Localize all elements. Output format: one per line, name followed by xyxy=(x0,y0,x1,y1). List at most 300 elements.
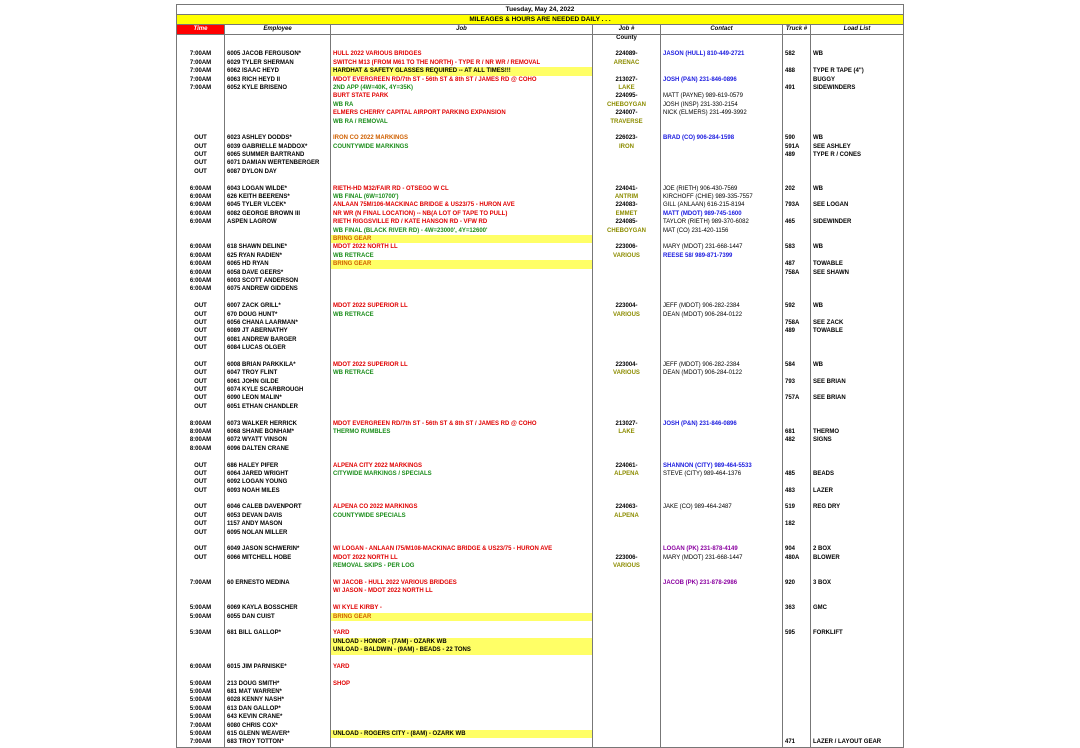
truck-cell xyxy=(782,193,810,201)
table-row xyxy=(176,696,904,704)
load-cell xyxy=(810,109,904,117)
truck-cell xyxy=(782,646,810,654)
table-row xyxy=(176,143,904,151)
jobno-cell: 224083- xyxy=(592,201,660,209)
job-cell: W/ JASON - MDOT 2022 NORTH LL xyxy=(330,587,592,595)
header-county: County xyxy=(592,35,660,42)
table-row xyxy=(176,613,904,621)
time-cell: 5:00AM xyxy=(176,604,224,612)
job-cell: MDOT 2022 SUPERIOR LL xyxy=(330,302,592,310)
truck-cell xyxy=(782,587,810,595)
job-cell xyxy=(330,520,592,528)
truck-cell: 793 xyxy=(782,378,810,386)
jobno-cell xyxy=(592,629,660,637)
load-cell: SEE ZACK xyxy=(810,319,904,327)
jobno-cell xyxy=(592,671,660,679)
contact-cell xyxy=(660,411,782,419)
job-cell xyxy=(330,269,592,277)
table-row xyxy=(176,428,904,436)
job-cell: UNLOAD - ROGERS CITY - (8AM) - OZARK WB xyxy=(330,730,592,738)
truck-cell xyxy=(782,411,810,419)
contact-cell xyxy=(660,621,782,629)
time-cell: 6:00AM xyxy=(176,277,224,285)
truck-cell xyxy=(782,210,810,218)
time-cell: 6:00AM xyxy=(176,185,224,193)
load-cell xyxy=(810,159,904,167)
truck-cell xyxy=(782,696,810,704)
employee-cell xyxy=(224,352,330,360)
table-row xyxy=(176,109,904,117)
contact-cell xyxy=(660,722,782,730)
table-row xyxy=(176,663,904,671)
header-load: Load List xyxy=(810,25,904,34)
jobno-cell: LAKE xyxy=(592,84,660,92)
table-row xyxy=(176,730,904,738)
employee-cell: 6058 DAVE GEERS* xyxy=(224,269,330,277)
contact-cell xyxy=(660,478,782,486)
jobno-cell xyxy=(592,319,660,327)
time-cell: OUT xyxy=(176,159,224,167)
load-cell xyxy=(810,369,904,377)
contact-cell xyxy=(660,529,782,537)
contact-cell: MATT (PAYNE) 989-619-0579 xyxy=(660,92,782,100)
load-cell xyxy=(810,730,904,738)
employee-cell: 615 GLENN WEAVER* xyxy=(224,730,330,738)
truck-cell: 483 xyxy=(782,487,810,495)
job-cell xyxy=(330,571,592,579)
load-cell: BLOWER xyxy=(810,554,904,562)
contact-cell xyxy=(660,285,782,293)
time-cell: OUT xyxy=(176,143,224,151)
contact-cell xyxy=(660,378,782,386)
truck-cell: 487 xyxy=(782,260,810,268)
table-row xyxy=(176,344,904,352)
employee-cell: 6080 CHRIS COX* xyxy=(224,722,330,730)
employee-cell xyxy=(224,621,330,629)
contact-cell xyxy=(660,352,782,360)
truck-cell xyxy=(782,571,810,579)
employee-cell: 613 DAN GALLOP* xyxy=(224,705,330,713)
employee-cell: 6072 WYATT VINSON xyxy=(224,436,330,444)
employee-cell: 6082 GEORGE BROWN III xyxy=(224,210,330,218)
employee-cell xyxy=(224,227,330,235)
employee-cell: 6096 DALTEN CRANE xyxy=(224,445,330,453)
load-cell: WB xyxy=(810,361,904,369)
time-cell: 7:00AM xyxy=(176,722,224,730)
truck-cell xyxy=(782,294,810,302)
table-row xyxy=(176,453,904,461)
truck-cell xyxy=(782,126,810,134)
jobno-cell xyxy=(592,613,660,621)
employee-cell xyxy=(224,294,330,302)
employee-cell: 683 TROY TOTTON* xyxy=(224,738,330,746)
contact-cell: STEVE (CITY) 989-464-1376 xyxy=(660,470,782,478)
truck-cell xyxy=(782,277,810,285)
jobno-cell: ANTRIM xyxy=(592,193,660,201)
table-row xyxy=(176,386,904,394)
job-cell xyxy=(330,436,592,444)
table-row xyxy=(176,277,904,285)
load-cell xyxy=(810,176,904,184)
job-cell: CITYWIDE MARKINGS / SPECIALS xyxy=(330,470,592,478)
load-cell xyxy=(810,118,904,126)
contact-cell xyxy=(660,738,782,746)
job-cell: WB FINAL (6W=10700') xyxy=(330,193,592,201)
time-cell xyxy=(176,571,224,579)
employee-cell: 6087 DYLON DAY xyxy=(224,168,330,176)
truck-cell xyxy=(782,59,810,67)
job-cell xyxy=(330,738,592,746)
employee-cell: 681 MAT WARREN* xyxy=(224,688,330,696)
jobno-cell xyxy=(592,696,660,704)
job-cell xyxy=(330,487,592,495)
load-cell xyxy=(810,646,904,654)
truck-cell: 595 xyxy=(782,629,810,637)
table-row xyxy=(176,529,904,537)
employee-cell: 60 ERNESTO MEDINA xyxy=(224,579,330,587)
job-cell: RIETH-HD M32/FAIR RD - OTSEGO W CL xyxy=(330,185,592,193)
employee-cell: 6055 DAN CUIST xyxy=(224,613,330,621)
jobno-cell xyxy=(592,621,660,629)
job-cell xyxy=(330,688,592,696)
time-cell xyxy=(176,562,224,570)
time-cell: 8:00AM xyxy=(176,420,224,428)
truck-cell xyxy=(782,42,810,50)
jobno-cell: 224061- xyxy=(592,462,660,470)
truck-cell xyxy=(782,92,810,100)
load-cell xyxy=(810,344,904,352)
table-row xyxy=(176,554,904,562)
load-cell xyxy=(810,285,904,293)
employee-cell xyxy=(224,537,330,545)
time-cell: 5:00AM xyxy=(176,680,224,688)
contact-cell xyxy=(660,705,782,713)
time-cell: 5:00AM xyxy=(176,696,224,704)
table-row xyxy=(176,596,904,604)
contact-cell: JACOB (PK) 231-878-2986 xyxy=(660,579,782,587)
job-cell: UNLOAD - BALDWIN - (9AM) - BEADS - 22 TONS xyxy=(330,646,592,654)
load-cell: SIDEWINDER xyxy=(810,218,904,226)
jobno-cell xyxy=(592,730,660,738)
table-row xyxy=(176,176,904,184)
time-cell xyxy=(176,596,224,604)
table-row xyxy=(176,470,904,478)
time-cell xyxy=(176,109,224,117)
table-row xyxy=(176,713,904,721)
time-cell xyxy=(176,621,224,629)
truck-cell: 491 xyxy=(782,84,810,92)
jobno-cell xyxy=(592,738,660,746)
job-cell xyxy=(330,336,592,344)
contact-cell: JAKE (CO) 989-464-2487 xyxy=(660,503,782,511)
contact-cell xyxy=(660,235,782,243)
jobno-cell xyxy=(592,386,660,394)
employee-cell: 6015 JIM PARNISKE* xyxy=(224,663,330,671)
load-cell xyxy=(810,453,904,461)
load-cell xyxy=(810,42,904,50)
load-cell xyxy=(810,420,904,428)
truck-cell xyxy=(782,168,810,176)
time-cell: OUT xyxy=(176,512,224,520)
table-row xyxy=(176,352,904,360)
load-cell: LAZER / LAYOUT GEAR xyxy=(810,738,904,746)
table-row xyxy=(176,638,904,646)
job-cell: WB RETRACE xyxy=(330,252,592,260)
load-cell: SEE ASHLEY xyxy=(810,143,904,151)
employee-cell: 6039 GABRIELLE MADDOX* xyxy=(224,143,330,151)
job-cell xyxy=(330,394,592,402)
jobno-cell xyxy=(592,495,660,503)
employee-cell xyxy=(224,101,330,109)
contact-cell: TAYLOR (RIETH) 989-370-6082 xyxy=(660,218,782,226)
job-cell xyxy=(330,285,592,293)
time-cell: 6:00AM xyxy=(176,285,224,293)
table-row xyxy=(176,369,904,377)
contact-cell: JASON (HULL) 810-449-2721 xyxy=(660,50,782,58)
load-cell: TYPE R / CONES xyxy=(810,151,904,159)
table-row xyxy=(176,520,904,528)
jobno-cell: CHEBOYGAN xyxy=(592,227,660,235)
employee-cell: 6069 KAYLA BOSSCHER xyxy=(224,604,330,612)
table-row xyxy=(176,705,904,713)
contact-cell xyxy=(660,646,782,654)
truck-cell xyxy=(782,462,810,470)
jobno-cell: 223004- xyxy=(592,361,660,369)
load-cell: SEE LOGAN xyxy=(810,201,904,209)
load-cell xyxy=(810,512,904,520)
employee-cell: 6093 NOAH MILES xyxy=(224,487,330,495)
contact-cell xyxy=(660,260,782,268)
time-cell xyxy=(176,671,224,679)
jobno-cell: ARENAC xyxy=(592,59,660,67)
load-cell: TYPE R TAPE (4") xyxy=(810,67,904,75)
truck-cell: 519 xyxy=(782,503,810,511)
jobno-cell: 224041- xyxy=(592,185,660,193)
contact-cell xyxy=(660,613,782,621)
job-cell: ALPENA CO 2022 MARKINGS xyxy=(330,503,592,511)
table-row xyxy=(176,319,904,327)
jobno-cell xyxy=(592,453,660,461)
jobno-cell xyxy=(592,344,660,352)
time-cell: OUT xyxy=(176,327,224,335)
employee-cell: 1157 ANDY MASON xyxy=(224,520,330,528)
jobno-cell xyxy=(592,655,660,663)
job-cell xyxy=(330,151,592,159)
load-cell: WB xyxy=(810,50,904,58)
job-cell: IRON CO 2022 MARKINGS xyxy=(330,134,592,142)
job-cell xyxy=(330,453,592,461)
load-cell xyxy=(810,621,904,629)
employee-cell: 686 HALEY PIFER xyxy=(224,462,330,470)
load-cell: 2 BOX xyxy=(810,545,904,553)
truck-cell xyxy=(782,159,810,167)
contact-cell: MATT (MDOT) 989-745-1600 xyxy=(660,210,782,218)
contact-cell xyxy=(660,487,782,495)
load-cell xyxy=(810,562,904,570)
load-cell xyxy=(810,587,904,595)
truck-cell xyxy=(782,537,810,545)
table-row xyxy=(176,478,904,486)
time-cell: OUT xyxy=(176,386,224,394)
truck-cell xyxy=(782,453,810,461)
job-cell xyxy=(330,722,592,730)
employee-cell: 6043 LOGAN WILDE* xyxy=(224,185,330,193)
job-cell: BRING GEAR xyxy=(330,613,592,621)
table-row xyxy=(176,67,904,75)
time-cell: 7:00AM xyxy=(176,76,224,84)
time-cell: OUT xyxy=(176,503,224,511)
table-row xyxy=(176,227,904,235)
employee-cell xyxy=(224,235,330,243)
load-cell xyxy=(810,713,904,721)
truck-cell xyxy=(782,76,810,84)
job-cell: ELMERS CHERRY CAPITAL AIRPORT PARKING EXPANSION xyxy=(330,109,592,117)
time-cell: 6:00AM xyxy=(176,252,224,260)
table-row xyxy=(176,285,904,293)
job-cell xyxy=(330,713,592,721)
jobno-cell: 224063- xyxy=(592,503,660,511)
jobno-cell xyxy=(592,579,660,587)
jobno-cell xyxy=(592,269,660,277)
time-cell: OUT xyxy=(176,529,224,537)
jobno-cell xyxy=(592,436,660,444)
jobno-cell xyxy=(592,235,660,243)
employee-cell: 6005 JACOB FERGUSON* xyxy=(224,50,330,58)
load-cell: 3 BOX xyxy=(810,579,904,587)
employee-cell: 6073 WALKER HERRICK xyxy=(224,420,330,428)
job-cell: HARDHAT & SAFETY GLASSES REQUIRED -- AT ALL TIMES!!! xyxy=(330,67,592,75)
load-cell: BEADS xyxy=(810,470,904,478)
truck-cell xyxy=(782,445,810,453)
load-cell xyxy=(810,277,904,285)
employee-cell: 670 DOUG HUNT* xyxy=(224,311,330,319)
contact-cell xyxy=(660,159,782,167)
time-cell: 6:00AM xyxy=(176,201,224,209)
employee-cell: 6007 ZACK GRILL* xyxy=(224,302,330,310)
time-cell: 7:00AM xyxy=(176,84,224,92)
truck-cell xyxy=(782,562,810,570)
truck-cell xyxy=(782,311,810,319)
truck-cell xyxy=(782,235,810,243)
header-jobno xyxy=(592,25,660,34)
load-cell xyxy=(810,101,904,109)
header-row xyxy=(176,24,904,35)
truck-cell: 482 xyxy=(782,436,810,444)
truck-cell xyxy=(782,109,810,117)
table-row xyxy=(176,302,904,310)
table-row xyxy=(176,134,904,142)
contact-cell xyxy=(660,67,782,75)
time-cell xyxy=(176,352,224,360)
time-cell xyxy=(176,126,224,134)
time-cell xyxy=(176,638,224,646)
table-row xyxy=(176,688,904,696)
time-cell: 8:00AM xyxy=(176,445,224,453)
contact-cell xyxy=(660,59,782,67)
time-cell xyxy=(176,294,224,302)
mileage-banner: MILEAGES & HOURS ARE NEEDED DAILY . . . xyxy=(176,14,904,24)
time-cell xyxy=(176,235,224,243)
jobno-cell xyxy=(592,260,660,268)
job-cell xyxy=(330,478,592,486)
truck-cell xyxy=(782,596,810,604)
employee-cell xyxy=(224,638,330,646)
truck-cell: 582 xyxy=(782,50,810,58)
employee-cell: 6075 ANDREW GIDDENS xyxy=(224,285,330,293)
jobno-cell xyxy=(592,151,660,159)
job-cell: W/ LOGAN - ANLAAN I75/M108-MACKINAC BRIDGE & US23/75 - HURON AVE xyxy=(330,545,592,553)
jobno-cell: 213027- xyxy=(592,420,660,428)
time-cell: OUT xyxy=(176,403,224,411)
jobno-cell: 213027- xyxy=(592,76,660,84)
table-row xyxy=(176,294,904,302)
time-cell: 7:00AM xyxy=(176,50,224,58)
table-row xyxy=(176,545,904,553)
contact-cell xyxy=(660,445,782,453)
header-contact: Contact xyxy=(660,25,782,34)
load-cell xyxy=(810,655,904,663)
jobno-cell xyxy=(592,168,660,176)
time-cell xyxy=(176,42,224,50)
contact-cell xyxy=(660,663,782,671)
load-cell xyxy=(810,688,904,696)
sheet-date-title: Tuesday, May 24, 2022 xyxy=(176,4,904,14)
jobno-cell xyxy=(592,352,660,360)
load-cell xyxy=(810,403,904,411)
load-cell xyxy=(810,445,904,453)
jobno-cell xyxy=(592,378,660,386)
time-cell xyxy=(176,587,224,595)
job-cell: ALPENA CITY 2022 MARKINGS xyxy=(330,462,592,470)
time-cell: 5:00AM xyxy=(176,705,224,713)
time-cell: OUT xyxy=(176,319,224,327)
truck-cell xyxy=(782,638,810,646)
job-cell: BURT STATE PARK xyxy=(330,92,592,100)
employee-cell: 6071 DAMIAN WERTENBERGER xyxy=(224,159,330,167)
contact-cell: LOGAN (PK) 231-878-4149 xyxy=(660,545,782,553)
truck-cell xyxy=(782,663,810,671)
contact-cell xyxy=(660,688,782,696)
contact-cell xyxy=(660,403,782,411)
time-cell: 6:00AM xyxy=(176,243,224,251)
jobno-cell: 223004- xyxy=(592,302,660,310)
header-truck: Truck # xyxy=(782,25,810,34)
truck-cell: 758A xyxy=(782,269,810,277)
contact-cell: BRAD (CO) 906-284-1598 xyxy=(660,134,782,142)
table-row xyxy=(176,50,904,58)
truck-cell xyxy=(782,403,810,411)
contact-cell xyxy=(660,604,782,612)
load-cell: WB xyxy=(810,185,904,193)
employee-cell xyxy=(224,671,330,679)
load-cell xyxy=(810,722,904,730)
time-cell xyxy=(176,227,224,235)
load-cell xyxy=(810,537,904,545)
table-row xyxy=(176,126,904,134)
contact-cell xyxy=(660,143,782,151)
load-cell: SEE BRIAN xyxy=(810,394,904,402)
truck-cell xyxy=(782,386,810,394)
employee-cell: 6056 CHANA LAARMAN* xyxy=(224,319,330,327)
job-cell: HULL 2022 VARIOUS BRIDGES xyxy=(330,50,592,58)
jobno-cell: 224095- xyxy=(592,92,660,100)
time-cell xyxy=(176,411,224,419)
header-employee: Employee xyxy=(224,25,330,34)
jobno-cell: CHEBOYGAN xyxy=(592,101,660,109)
employee-cell: 213 DOUG SMITH* xyxy=(224,680,330,688)
table-row xyxy=(176,680,904,688)
job-cell xyxy=(330,655,592,663)
